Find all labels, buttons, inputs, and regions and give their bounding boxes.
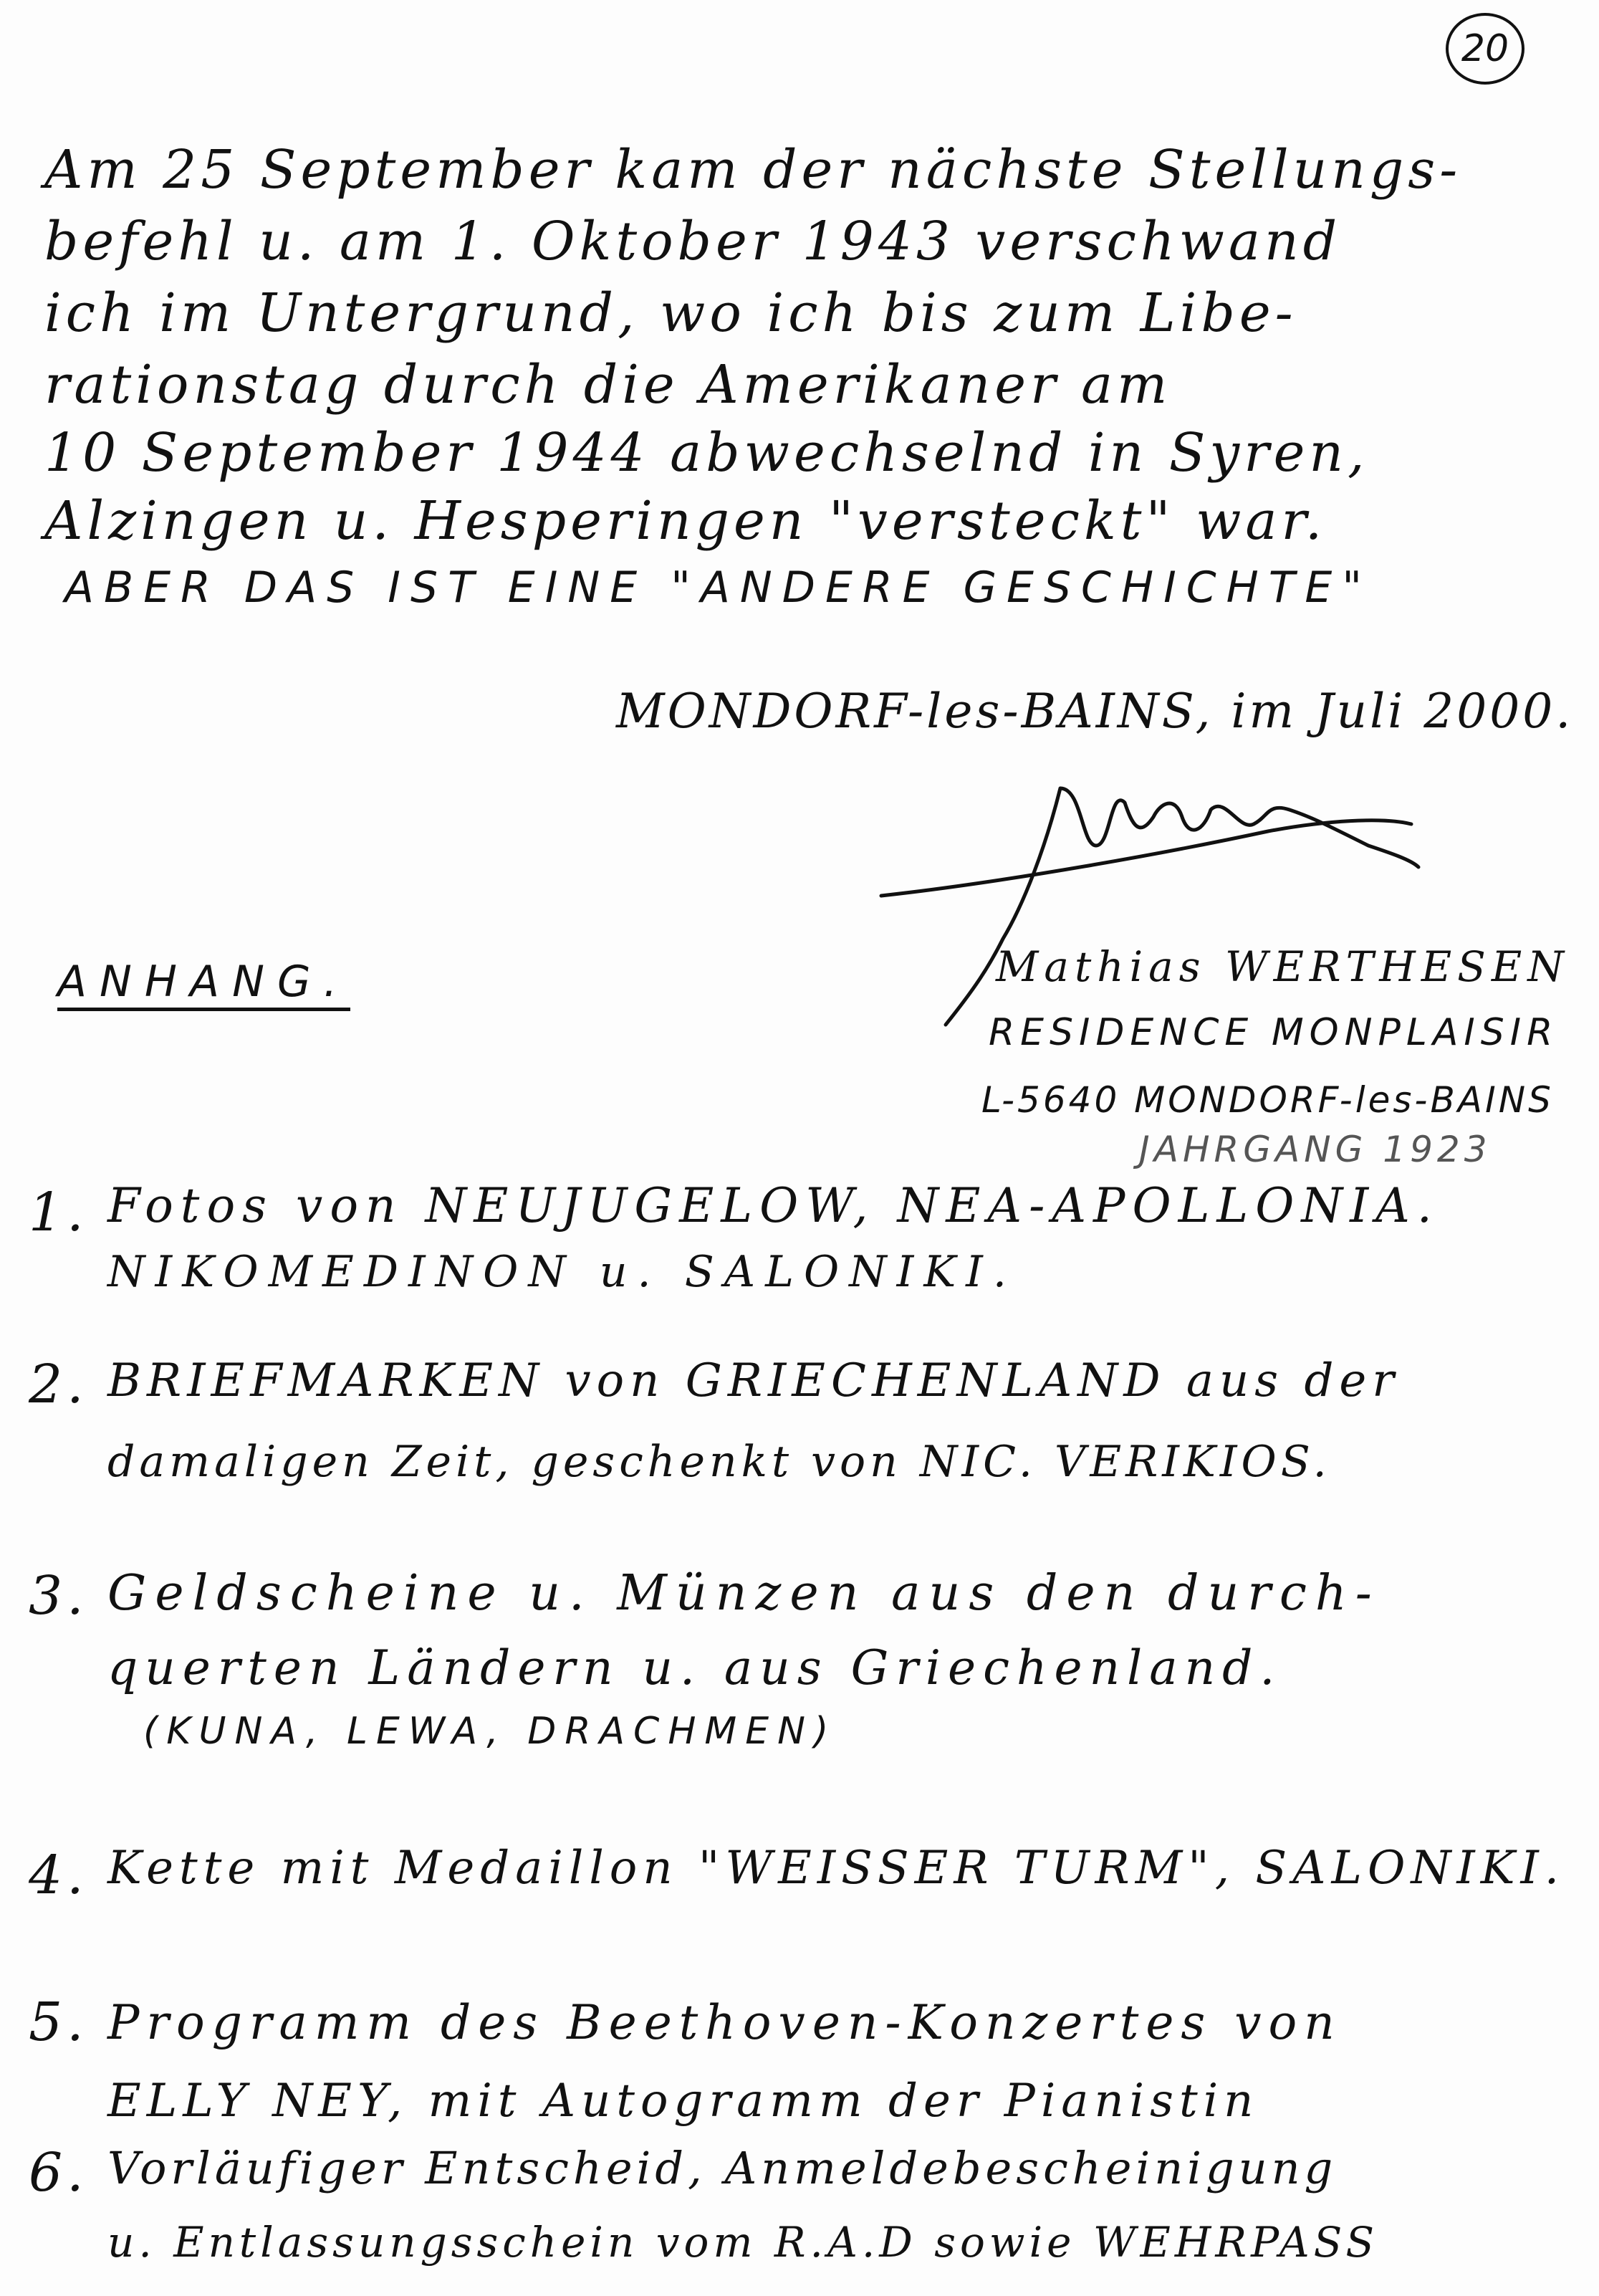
- item-line: Programm des Beethoven-Konzertes von: [107, 1995, 1342, 2050]
- item-number: 4.: [29, 1845, 88, 1906]
- item-line: damaligen Zeit, geschenkt von NIC. VERIKIOS.: [107, 1437, 1331, 1487]
- anhang-heading: ANHANG.: [57, 960, 350, 1011]
- paragraph-line-4: rationstag durch die Amerikaner am: [44, 354, 1172, 416]
- item-line: ELLY NEY, mit Autogramm der Pianistin: [107, 2075, 1259, 2128]
- item-line: NIKOMEDINON u. SALONIKI.: [107, 1247, 1017, 1297]
- place-date: MONDORF-les-BAINS, im Juli 2000.: [616, 684, 1574, 739]
- item-number: 1.: [29, 1182, 88, 1243]
- signature: [867, 760, 1426, 1032]
- item-number: 6.: [29, 2142, 88, 2204]
- item-line: (KUNA, LEWA, DRACHMEN): [143, 1710, 837, 1753]
- item-line: Fotos von NEUJUGELOW, NEA-APOLLONIA.: [107, 1178, 1439, 1233]
- address-residence: RESIDENCE MONPLAISIR: [989, 1011, 1559, 1054]
- item-line: Geldscheine u. Münzen aus den durch-: [107, 1565, 1380, 1622]
- item-number: 3.: [29, 1565, 88, 1627]
- paragraph-line-5: 10 September 1944 abwechselnd in Syren,: [44, 422, 1369, 484]
- paragraph-line-6: Alzingen u. Hesperingen "versteckt" war.: [44, 490, 1327, 552]
- item-line: u. Entlassungsschein vom R.A.D sowie WEHRPASS: [107, 2218, 1379, 2267]
- item-line: Kette mit Medaillon "WEISSER TURM", SALONIKI.: [107, 1842, 1565, 1895]
- item-number: 2.: [29, 1354, 88, 1415]
- paragraph-line-1: Am 25 September kam der nächste Stellungs-: [44, 139, 1462, 201]
- address-city: L-5640 MONDORF-les-BAINS: [981, 1079, 1554, 1121]
- paragraph-line-2: befehl u. am 1. Oktober 1943 verschwand: [44, 211, 1342, 272]
- item-line: Vorläufiger Entscheid, Anmeldebescheinigung: [107, 2142, 1338, 2194]
- address-name: Mathias WERTHESEN: [996, 942, 1570, 991]
- item-line: BRIEFMARKEN von GRIECHENLAND aus der: [107, 1354, 1400, 1407]
- page-number: [1446, 13, 1524, 85]
- item-line: querten Ländern u. aus Griechenland.: [107, 1640, 1282, 1695]
- paragraph-line-3: ich im Untergrund, wo ich bis zum Libe-: [44, 282, 1297, 344]
- page-number-text: 20: [1461, 27, 1509, 70]
- paragraph-line-7: ABER DAS IST EINE "ANDERE GESCHICHTE": [64, 563, 1372, 613]
- address-year: JAHRGANG 1923: [1139, 1129, 1492, 1170]
- item-number: 5.: [29, 1991, 88, 2053]
